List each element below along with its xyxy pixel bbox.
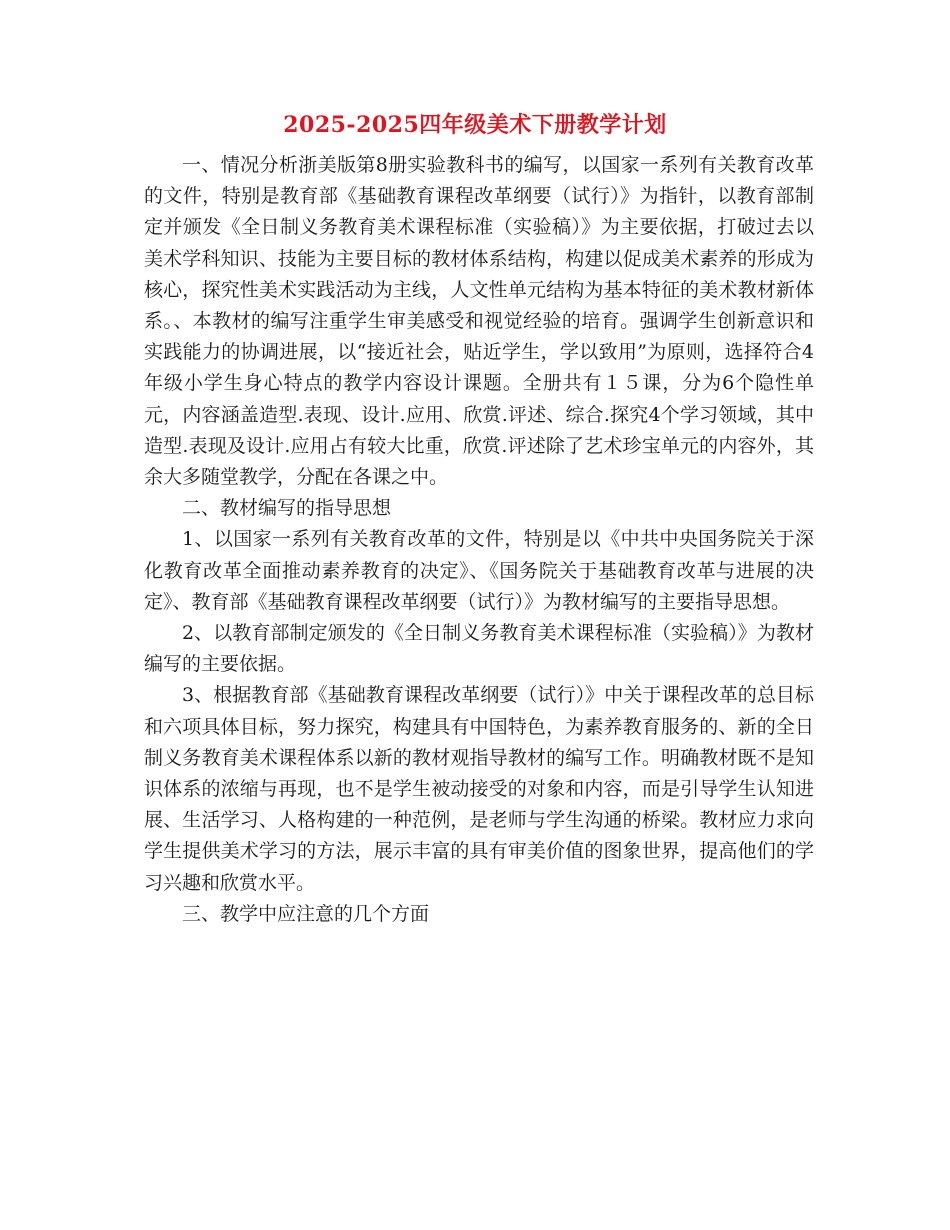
- paragraph-point-2: 2、以教育部制定颁发的《全日制义务教育美术课程标准（实验稿）》为教材编写的主要依据。: [144, 622, 814, 676]
- paragraph-situation-analysis: 一、情况分析浙美版第8册实验教科书的编写，以国家一系列有关教育改革的文件，特别是教育部《基础教育课程改革纲要（试行）》为指针，以教育部制定并颁发《全日制义务教育美术课程标准（实验稿）》为主要依据，打破过去以美术学科知识、技能为主要目标的教材体系结构，构建以促成美术素养的形成为核心，探究性美术实践活动为主线，人文性单元结构为基本特征的美术教材新体系。、本教材的编写注重学生审美感受和视觉经验的培育。强调学生创新意识和实践能力的协调进展，以“接近社会，贴近学生，学以致用”为原则，选择符合4年级小学生身心特点的教学内容设计课题。全册共有１５课，分为6个隐性单元，内容涵盖造型.表现、设计.应用、欣赏.评述、综合.探究4个学习领域，其中造型.表现及设计.应用占有较大比重，欣赏.评述除了艺术珍宝单元的内容外，其余大多随堂教学，分配在各课之中。: [144, 154, 814, 489]
- document-body: [144, 150, 814, 930]
- paragraph-point-3: 3、根据教育部《基础教育课程改革纲要（试行）》中关于课程改革的总目标和六项具体目标，努力探究，构建具有中国特色，为素养教育服务的、新的全日制义务教育美术课程体系以新的教材观指导教材的编写工作。明确教材既不是知识体系的浓缩与再现，也不是学生被动接受的对象和内容，而是引导学生认知进展、生活学习、人格构建的一种范例，是老师与学生沟通的桥梁。教材应力求向学生提供美术学习的方法，展示丰富的具有审美价值的图象世界，提高他们的学习兴趣和欣赏水平。: [144, 684, 814, 894]
- paragraph-point-1: 1、以国家一系列有关教育改革的文件，特别是以《中共中央国务院关于深化教育改革全面推动素养教育的决定》、《国务院关于基础教育改革与进展的决定》、教育部《基础教育课程改革纲要（试行）》为教材编写的主要指导思想。: [144, 528, 814, 613]
- heading-teaching-notes: 三、教学中应注意的几个方面: [182, 902, 430, 925]
- heading-guiding-ideology: 二、教材编写的指导思想: [182, 497, 392, 520]
- document-title: 2025-2025四年级美术下册教学计划: [283, 112, 667, 138]
